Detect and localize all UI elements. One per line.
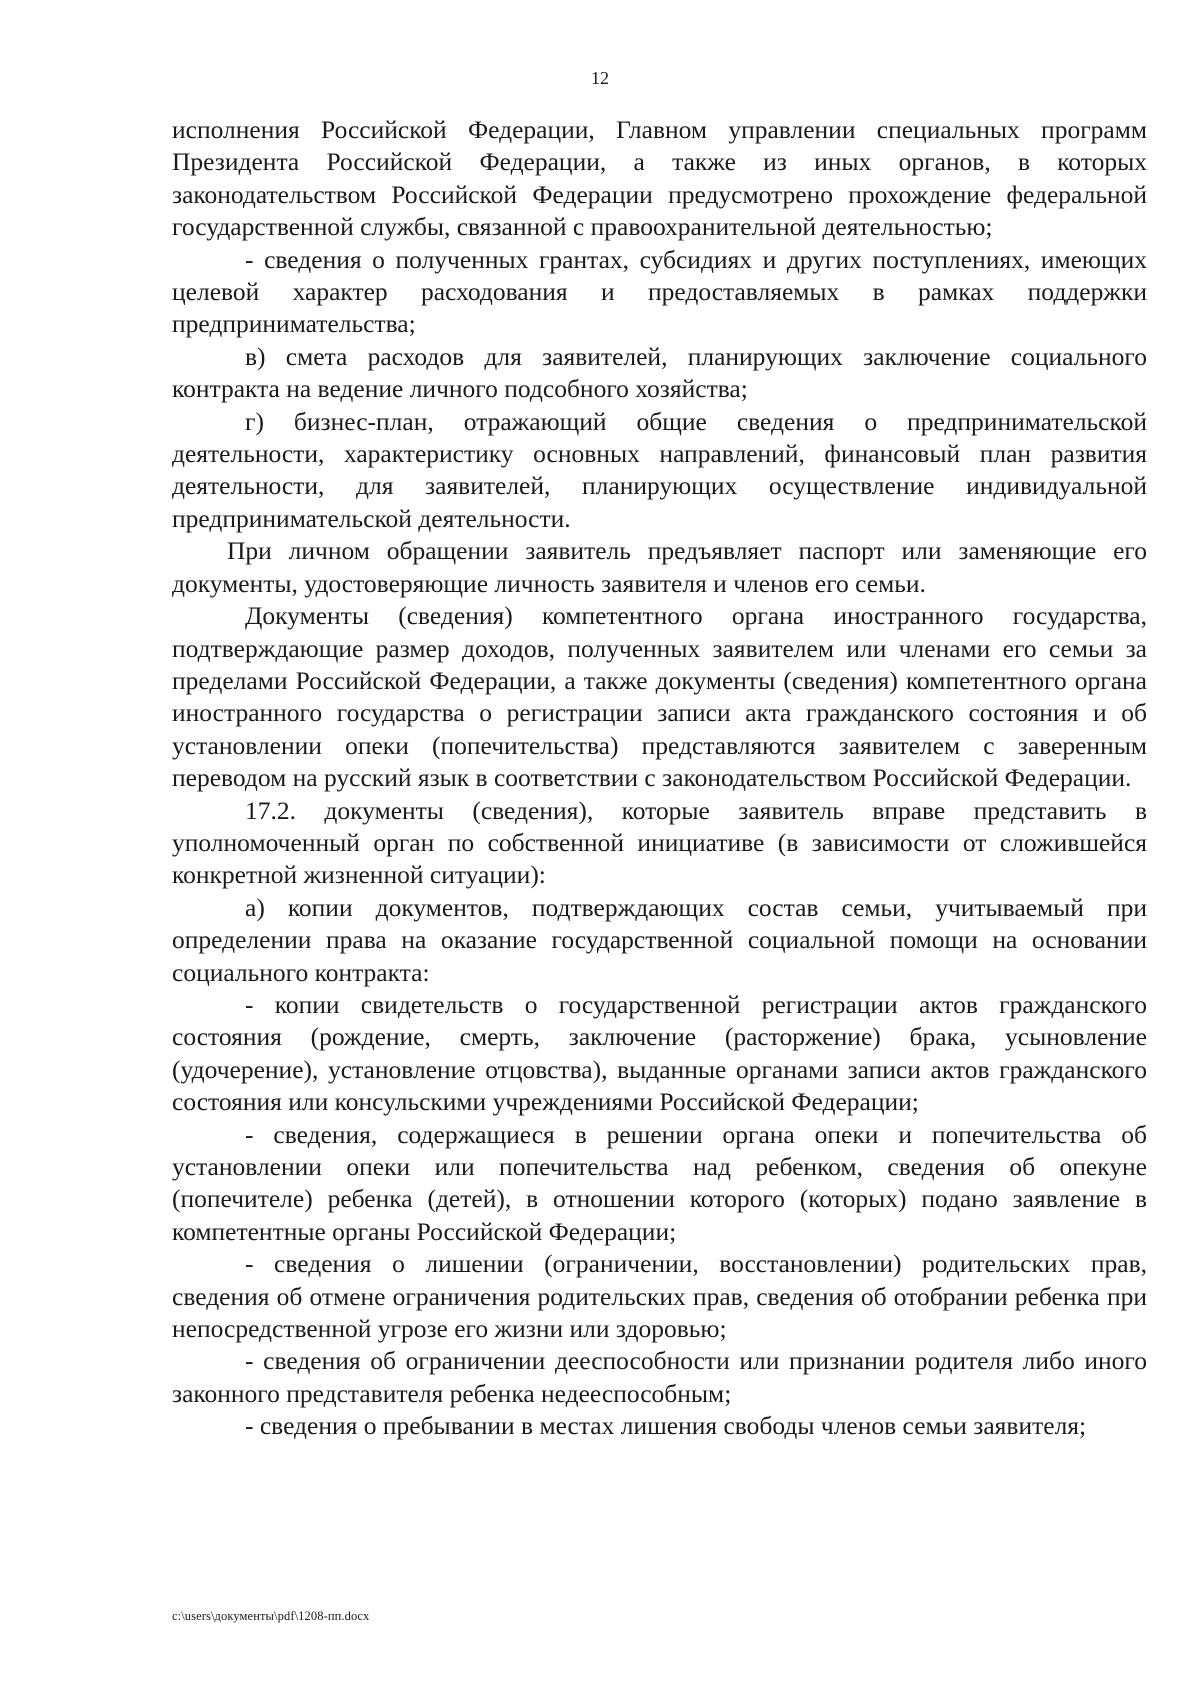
document-body — [172, 114, 1147, 1443]
paragraph-item-a-family-docs: а) копии документов, подтверждающих состав семьи, учитываемый при определении права на оказание государственной социальной помощи на основании социального контракта: — [172, 892, 1147, 987]
paragraph-foreign-documents: Документы (сведения) компетентного органа иностранного государства, подтверждающие размер доходов, полученных заявителем или членами его семьи за пределами Российской Федерации, а также документы (сведения) компетентного органа иностранного государства о регистрации записи акта гражданского состояния и об установлении опеки (попечительства) представляются заявителем с заверенным переводом на русский язык в соответствии с законодательством Российской Федерации. — [172, 601, 1147, 793]
paragraph-imprisonment-info: - сведения о пребывании в местах лишения свободы членов семьи заявителя; — [245, 1411, 1087, 1441]
paragraph-item-v-expense-estimate: в) смета расходов для заявителей, планирующих заключение социального контракта на ведение личного подсобного хозяйства; — [172, 341, 1147, 404]
footer-file-path: c:\users\документы\pdf\1208-пп.docx — [172, 1609, 370, 1623]
paragraph-parental-rights: - сведения о лишении (ограничении, восстановлении) родительских прав, сведения об отмене ограничения родительских прав, сведения об отобрании ребенка при непосредственной угрозе его жизни или здоровью; — [172, 1249, 1147, 1344]
paragraph-civil-registry-copies: - копии свидетельств о государственной регистрации актов гражданского состояния (рождение, смерть, заключение (расторжение) брака, усыновление (удочерение), установление отцовства), выданные органами записи актов гражданского состояния или консульскими учреждениями Российской Федерации; — [172, 989, 1147, 1117]
paragraph-continuation-agencies: исполнения Российской Федерации, Главном управлении специальных программ Президента Российской Федерации, а также из иных органов, в которых законодательством Российской Федерации предусмотрено прохождение федеральной государственной службы, связанной с правоохранительной деятельностью; — [172, 115, 1147, 242]
paragraph-personal-visit: При личном обращении заявитель предъявляет паспорт или заменяющие его документы, удостоверяющие личность заявителя и членов его семьи. — [172, 536, 1147, 598]
paragraph-guardianship-info: - сведения, содержащиеся в решении органа опеки и попечительства об установлении опеки или попечительства над ребенком, сведения об опекуне (попечителе) ребенка (детей), в отношении которого (которых) подано заявление в компетентные органы Российской Федерации; — [172, 1119, 1147, 1246]
page-number: 12 — [591, 68, 609, 88]
paragraph-item-g-business-plan: г) бизнес-план, отражающий общие сведения о предпринимательской деятельности, характеристику основных направлений, финансовый план развития деятельности, для заявителей, планирующих осуществление индивидуальной предпринимательской деятельности. — [172, 406, 1147, 533]
paragraph-grants-info: - сведения о полученных грантах, субсидиях и других поступлениях, имеющих целевой характер расходования и предоставляемых в рамках поддержки предпринимательства; — [172, 244, 1147, 339]
paragraph-section-17-2: 17.2. документы (сведения), которые заявитель вправе представить в уполномоченный орган по собственной инициативе (в зависимости от сложившейся конкретной жизненной ситуации): — [172, 795, 1147, 890]
paragraph-legal-capacity: - сведения об ограничении дееспособности или признании родителя либо иного законного представителя ребенка недееспособным; — [172, 1346, 1147, 1408]
